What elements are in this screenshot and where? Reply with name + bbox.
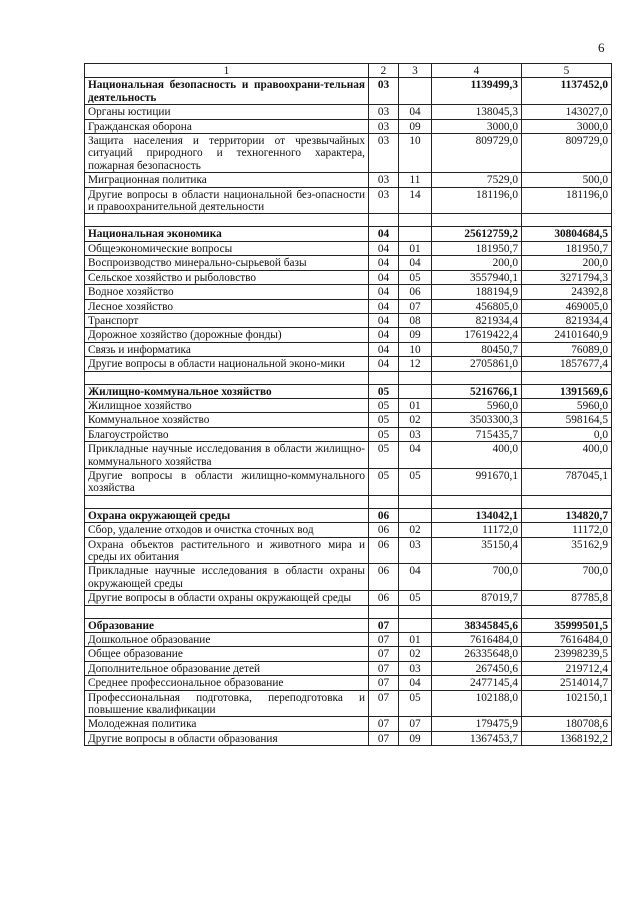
row-name-cell: Дошкольное образование <box>85 633 369 647</box>
row-subsection-code-cell: 05 <box>399 591 432 605</box>
row-subsection-code-cell <box>399 78 432 105</box>
row-amount-1-cell: 181196,0 <box>432 187 522 214</box>
row-section-code-cell: 06 <box>369 564 399 591</box>
row-name-cell: Профессиональная подготовка, переподготовка и повышение квалификации <box>85 690 369 717</box>
row-amount-2-cell: 0,0 <box>522 427 612 441</box>
row-amount-2-cell: 24101640,9 <box>522 328 612 342</box>
row-amount-1-cell: 2477145,4 <box>432 676 522 690</box>
table-row <box>85 134 612 173</box>
row-section-code-cell: 03 <box>369 78 399 105</box>
header-col-3: 3 <box>399 64 432 78</box>
row-section-code-cell: 05 <box>369 442 399 469</box>
spacer-cell <box>399 605 432 618</box>
spacer-cell <box>85 371 369 384</box>
row-name-cell: Общеэкономические вопросы <box>85 241 369 255</box>
row-subsection-code-cell: 03 <box>399 661 432 675</box>
row-amount-2-cell: 469005,0 <box>522 299 612 313</box>
row-subsection-code-cell: 05 <box>399 690 432 717</box>
row-subsection-code-cell: 05 <box>399 270 432 284</box>
row-subsection-code-cell <box>399 384 432 398</box>
row-amount-1-cell: 17619422,4 <box>432 328 522 342</box>
row-amount-1-cell: 134042,1 <box>432 508 522 522</box>
spacer-cell <box>522 605 612 618</box>
row-amount-1-cell: 821934,4 <box>432 313 522 327</box>
row-amount-2-cell: 2514014,7 <box>522 676 612 690</box>
row-subsection-code-cell: 09 <box>399 731 432 745</box>
row-subsection-code-cell: 04 <box>399 676 432 690</box>
spacer-cell <box>432 495 522 508</box>
row-amount-1-cell: 102188,0 <box>432 690 522 717</box>
table-row <box>85 299 612 313</box>
table-row <box>85 537 612 564</box>
row-section-code-cell: 05 <box>369 384 399 398</box>
row-amount-2-cell: 3271794,3 <box>522 270 612 284</box>
row-amount-1-cell: 35150,4 <box>432 537 522 564</box>
row-name-cell: Национальная безопасность и правоохрани-тельная деятельность <box>85 78 369 105</box>
row-name-cell: Дополнительное образование детей <box>85 661 369 675</box>
row-amount-2-cell: 219712,4 <box>522 661 612 675</box>
row-subsection-code-cell: 02 <box>399 647 432 661</box>
row-amount-1-cell: 38345845,6 <box>432 618 522 632</box>
row-amount-2-cell: 181950,7 <box>522 241 612 255</box>
spacer-cell <box>399 214 432 227</box>
row-subsection-code-cell: 01 <box>399 398 432 412</box>
row-amount-1-cell: 26335648,0 <box>432 647 522 661</box>
table-row <box>85 690 612 717</box>
row-section-code-cell: 07 <box>369 647 399 661</box>
row-subsection-code-cell <box>399 227 432 241</box>
table-row <box>85 442 612 469</box>
row-section-code-cell: 05 <box>369 468 399 495</box>
row-amount-2-cell: 500,0 <box>522 173 612 187</box>
row-subsection-code-cell: 02 <box>399 523 432 537</box>
row-subsection-code-cell: 12 <box>399 357 432 371</box>
spacer-cell <box>432 605 522 618</box>
row-name-cell: Другие вопросы в области образования <box>85 731 369 745</box>
row-subsection-code-cell: 04 <box>399 105 432 119</box>
spacer-cell <box>85 214 369 227</box>
row-section-code-cell: 05 <box>369 398 399 412</box>
row-subsection-code-cell: 05 <box>399 468 432 495</box>
table-row <box>85 285 612 299</box>
table-row <box>85 633 612 647</box>
row-name-cell: Жилищное хозяйство <box>85 398 369 412</box>
row-amount-2-cell: 1391569,6 <box>522 384 612 398</box>
row-amount-2-cell: 23998239,5 <box>522 647 612 661</box>
row-name-cell: Другие вопросы в области охраны окружающей среды <box>85 591 369 605</box>
spacer-cell <box>369 371 399 384</box>
table-row <box>85 119 612 133</box>
table-row <box>85 413 612 427</box>
row-amount-1-cell: 25612759,2 <box>432 227 522 241</box>
row-amount-2-cell: 1368192,2 <box>522 731 612 745</box>
row-subsection-code-cell: 02 <box>399 413 432 427</box>
table-row <box>85 564 612 591</box>
header-col-1: 1 <box>85 64 369 78</box>
row-amount-2-cell: 821934,4 <box>522 313 612 327</box>
spacer-cell <box>85 495 369 508</box>
row-amount-2-cell: 87785,8 <box>522 591 612 605</box>
spacer-cell <box>522 214 612 227</box>
row-section-code-cell: 07 <box>369 717 399 731</box>
table-row <box>85 398 612 412</box>
section-row <box>85 618 612 632</box>
row-section-code-cell: 05 <box>369 427 399 441</box>
row-name-cell: Национальная экономика <box>85 227 369 241</box>
row-name-cell: Прикладные научные исследования в области охраны окружающей среды <box>85 564 369 591</box>
spacer-cell <box>369 214 399 227</box>
row-amount-2-cell: 1137452,0 <box>522 78 612 105</box>
row-subsection-code-cell: 06 <box>399 285 432 299</box>
row-name-cell: Другие вопросы в области жилищно-коммунального хозяйства <box>85 468 369 495</box>
row-subsection-code-cell: 08 <box>399 313 432 327</box>
section-row <box>85 384 612 398</box>
row-amount-1-cell: 138045,3 <box>432 105 522 119</box>
row-amount-1-cell: 87019,7 <box>432 591 522 605</box>
row-section-code-cell: 04 <box>369 328 399 342</box>
row-amount-1-cell: 5960,0 <box>432 398 522 412</box>
row-section-code-cell: 07 <box>369 731 399 745</box>
row-section-code-cell: 07 <box>369 690 399 717</box>
row-section-code-cell: 07 <box>369 676 399 690</box>
row-amount-2-cell: 35162,9 <box>522 537 612 564</box>
row-amount-2-cell: 3000,0 <box>522 119 612 133</box>
row-amount-1-cell: 7616484,0 <box>432 633 522 647</box>
row-amount-1-cell: 5216766,1 <box>432 384 522 398</box>
row-section-code-cell: 04 <box>369 256 399 270</box>
table-row <box>85 256 612 270</box>
row-amount-1-cell: 400,0 <box>432 442 522 469</box>
row-amount-2-cell: 24392,8 <box>522 285 612 299</box>
row-subsection-code-cell: 03 <box>399 537 432 564</box>
row-amount-1-cell: 179475,9 <box>432 717 522 731</box>
spacer-cell <box>432 214 522 227</box>
row-amount-2-cell: 76089,0 <box>522 342 612 356</box>
table-row <box>85 523 612 537</box>
row-subsection-code-cell: 09 <box>399 119 432 133</box>
row-subsection-code-cell: 14 <box>399 187 432 214</box>
row-amount-1-cell: 2705861,0 <box>432 357 522 371</box>
row-amount-2-cell: 134820,7 <box>522 508 612 522</box>
table-row <box>85 187 612 214</box>
table-row <box>85 241 612 255</box>
table-row <box>85 105 612 119</box>
row-section-code-cell: 04 <box>369 313 399 327</box>
table-row <box>85 270 612 284</box>
row-name-cell: Прикладные научные исследования в области жилищно-коммунального хозяйства <box>85 442 369 469</box>
spacer-cell <box>399 371 432 384</box>
row-section-code-cell: 04 <box>369 227 399 241</box>
row-amount-2-cell: 102150,1 <box>522 690 612 717</box>
row-subsection-code-cell: 01 <box>399 633 432 647</box>
row-subsection-code-cell <box>399 618 432 632</box>
row-amount-2-cell: 400,0 <box>522 442 612 469</box>
row-section-code-cell: 04 <box>369 299 399 313</box>
row-amount-1-cell: 80450,7 <box>432 342 522 356</box>
header-col-5: 5 <box>522 64 612 78</box>
table-row <box>85 661 612 675</box>
row-amount-2-cell: 35999501,5 <box>522 618 612 632</box>
section-row <box>85 78 612 105</box>
table-row <box>85 427 612 441</box>
row-subsection-code-cell <box>399 508 432 522</box>
spacer-cell <box>369 605 399 618</box>
header-col-2: 2 <box>369 64 399 78</box>
row-subsection-code-cell: 09 <box>399 328 432 342</box>
row-name-cell: Охрана окружающей среды <box>85 508 369 522</box>
row-subsection-code-cell: 07 <box>399 717 432 731</box>
row-name-cell: Миграционная политика <box>85 173 369 187</box>
row-name-cell: Сбор, удаление отходов и очистка сточных вод <box>85 523 369 537</box>
row-name-cell: Органы юстиции <box>85 105 369 119</box>
row-section-code-cell: 07 <box>369 661 399 675</box>
row-amount-2-cell: 5960,0 <box>522 398 612 412</box>
row-section-code-cell: 06 <box>369 523 399 537</box>
row-name-cell: Дорожное хозяйство (дорожные фонды) <box>85 328 369 342</box>
row-subsection-code-cell: 03 <box>399 427 432 441</box>
row-amount-2-cell: 30804684,5 <box>522 227 612 241</box>
row-section-code-cell: 07 <box>369 618 399 632</box>
row-amount-1-cell: 809729,0 <box>432 134 522 173</box>
row-amount-2-cell: 1857677,4 <box>522 357 612 371</box>
row-subsection-code-cell: 07 <box>399 299 432 313</box>
table-row <box>85 731 612 745</box>
row-amount-1-cell: 1367453,7 <box>432 731 522 745</box>
row-section-code-cell: 06 <box>369 537 399 564</box>
row-section-code-cell: 04 <box>369 270 399 284</box>
section-row <box>85 508 612 522</box>
spacer-row <box>85 214 612 227</box>
row-subsection-code-cell: 04 <box>399 442 432 469</box>
row-amount-1-cell: 991670,1 <box>432 468 522 495</box>
row-amount-2-cell: 200,0 <box>522 256 612 270</box>
row-name-cell: Общее образование <box>85 647 369 661</box>
row-amount-2-cell: 11172,0 <box>522 523 612 537</box>
row-name-cell: Связь и информатика <box>85 342 369 356</box>
row-name-cell: Благоустройство <box>85 427 369 441</box>
row-name-cell: Молодежная политика <box>85 717 369 731</box>
row-amount-2-cell: 700,0 <box>522 564 612 591</box>
table-row <box>85 647 612 661</box>
spacer-cell <box>522 371 612 384</box>
row-amount-1-cell: 11172,0 <box>432 523 522 537</box>
row-name-cell: Воспроизводство минерально-сырьевой базы <box>85 256 369 270</box>
table-row <box>85 173 612 187</box>
page-number: 6 <box>598 40 605 55</box>
spacer-cell <box>369 495 399 508</box>
spacer-row <box>85 371 612 384</box>
row-amount-1-cell: 181950,7 <box>432 241 522 255</box>
row-amount-2-cell: 787045,1 <box>522 468 612 495</box>
row-subsection-code-cell: 10 <box>399 134 432 173</box>
row-section-code-cell: 04 <box>369 285 399 299</box>
row-subsection-code-cell: 01 <box>399 241 432 255</box>
row-name-cell: Образование <box>85 618 369 632</box>
row-amount-1-cell: 715435,7 <box>432 427 522 441</box>
row-amount-1-cell: 3557940,1 <box>432 270 522 284</box>
row-section-code-cell: 04 <box>369 241 399 255</box>
row-amount-2-cell: 598164,5 <box>522 413 612 427</box>
header-col-4: 4 <box>432 64 522 78</box>
table-row <box>85 676 612 690</box>
row-amount-1-cell: 3000,0 <box>432 119 522 133</box>
row-name-cell: Жилищно-коммунальное хозяйство <box>85 384 369 398</box>
row-amount-1-cell: 188194,9 <box>432 285 522 299</box>
row-amount-1-cell: 700,0 <box>432 564 522 591</box>
spacer-cell <box>85 605 369 618</box>
row-section-code-cell: 07 <box>369 633 399 647</box>
row-section-code-cell: 03 <box>369 119 399 133</box>
row-name-cell: Охрана объектов растительного и животного мира и среды их обитания <box>85 537 369 564</box>
table-row <box>85 357 612 371</box>
row-section-code-cell: 05 <box>369 413 399 427</box>
row-name-cell: Коммунальное хозяйство <box>85 413 369 427</box>
spacer-cell <box>522 495 612 508</box>
row-section-code-cell: 06 <box>369 508 399 522</box>
row-section-code-cell: 04 <box>369 357 399 371</box>
row-section-code-cell: 03 <box>369 105 399 119</box>
row-section-code-cell: 03 <box>369 173 399 187</box>
budget-table <box>84 63 612 746</box>
row-amount-1-cell: 3503300,3 <box>432 413 522 427</box>
row-amount-1-cell: 267450,6 <box>432 661 522 675</box>
row-amount-1-cell: 1139499,3 <box>432 78 522 105</box>
row-name-cell: Среднее профессиональное образование <box>85 676 369 690</box>
table-row <box>85 342 612 356</box>
row-name-cell: Другие вопросы в области национальной без-опасности и правоохранительной деятельности <box>85 187 369 214</box>
section-row <box>85 227 612 241</box>
table-row <box>85 313 612 327</box>
row-subsection-code-cell: 04 <box>399 564 432 591</box>
row-section-code-cell: 06 <box>369 591 399 605</box>
spacer-cell <box>399 495 432 508</box>
table-header-row <box>85 64 612 78</box>
row-name-cell: Водное хозяйство <box>85 285 369 299</box>
spacer-cell <box>432 371 522 384</box>
row-amount-1-cell: 7529,0 <box>432 173 522 187</box>
row-amount-1-cell: 456805,0 <box>432 299 522 313</box>
row-name-cell: Другие вопросы в области национальной эконо-мики <box>85 357 369 371</box>
row-section-code-cell: 03 <box>369 187 399 214</box>
row-name-cell: Защита населения и территории от чрезвычайных ситуаций природного и техногенного характера, пожарная безопасность <box>85 134 369 173</box>
row-subsection-code-cell: 10 <box>399 342 432 356</box>
row-subsection-code-cell: 11 <box>399 173 432 187</box>
row-section-code-cell: 04 <box>369 342 399 356</box>
table-row <box>85 468 612 495</box>
row-amount-1-cell: 200,0 <box>432 256 522 270</box>
row-name-cell: Сельское хозяйство и рыболовство <box>85 270 369 284</box>
row-amount-2-cell: 181196,0 <box>522 187 612 214</box>
table-row <box>85 591 612 605</box>
row-subsection-code-cell: 04 <box>399 256 432 270</box>
row-amount-2-cell: 7616484,0 <box>522 633 612 647</box>
row-name-cell: Транспорт <box>85 313 369 327</box>
spacer-row <box>85 495 612 508</box>
row-name-cell: Лесное хозяйство <box>85 299 369 313</box>
row-amount-2-cell: 143027,0 <box>522 105 612 119</box>
row-section-code-cell: 03 <box>369 134 399 173</box>
table-row <box>85 717 612 731</box>
row-amount-2-cell: 809729,0 <box>522 134 612 173</box>
row-name-cell: Гражданская оборона <box>85 119 369 133</box>
table-row <box>85 328 612 342</box>
spacer-row <box>85 605 612 618</box>
row-amount-2-cell: 180708,6 <box>522 717 612 731</box>
